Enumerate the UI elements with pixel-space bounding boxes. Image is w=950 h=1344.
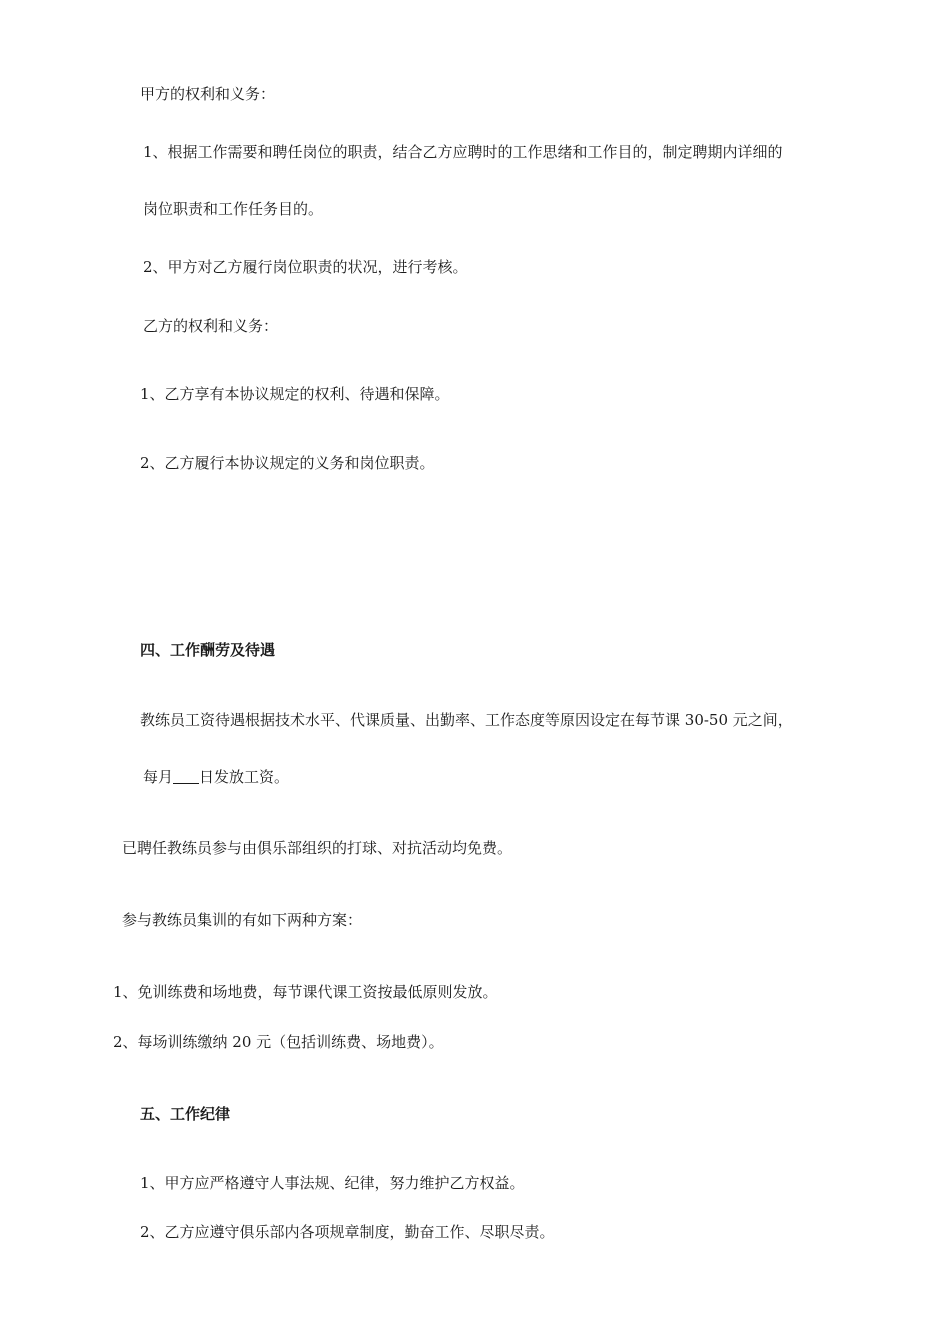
salary-line-2-suffix: 日发放工资。 bbox=[199, 768, 290, 786]
salary-line-1: 教练员工资待遇根据技术水平、代课质量、出勤率、工作态度等原因设定在每节课 30-50 元之间， bbox=[140, 711, 793, 729]
discipline-1: 1、甲方应严格遵守人事法规、纪律，努力维护乙方权益。 bbox=[140, 1174, 525, 1192]
party-b-heading: 乙方的权利和义务： bbox=[143, 317, 279, 335]
section-4-title: 四、工作酬劳及待遇 bbox=[140, 641, 276, 659]
discipline-2: 2、乙方应遵守俱乐部内各项规章制度，勤奋工作、尽职尽责。 bbox=[140, 1223, 555, 1241]
day-blank bbox=[173, 769, 199, 784]
party-a-item-1-line-1: 1、根据工作需要和聘任岗位的职责，结合乙方应聘时的工作思绪和工作目的，制定聘期内详细的 bbox=[143, 143, 783, 161]
party-a-heading: 甲方的权利和义务： bbox=[140, 85, 276, 103]
free-activity-text: 已聘任教练员参与由俱乐部组织的打球、对抗活动均免费。 bbox=[122, 839, 513, 857]
salary-line-2 bbox=[143, 767, 289, 787]
party-b-item-1: 1、乙方享有本协议规定的权利、待遇和保障。 bbox=[140, 385, 450, 403]
plan-1: 1、免训练费和场地费，每节课代课工资按最低原则发放。 bbox=[113, 983, 498, 1001]
plan-2: 2、每场训练缴纳 20 元（包括训练费、场地费）。 bbox=[113, 1033, 444, 1051]
party-b-item-2: 2、乙方履行本协议规定的义务和岗位职责。 bbox=[140, 454, 435, 472]
salary-line-2-prefix: 每月 bbox=[143, 768, 174, 786]
training-plans-intro: 参与教练员集训的有如下两种方案： bbox=[122, 911, 363, 929]
party-a-item-1-line-2: 岗位职责和工作任务目的。 bbox=[143, 200, 324, 218]
party-a-item-2: 2、甲方对乙方履行岗位职责的状况，进行考核。 bbox=[143, 258, 468, 276]
section-5-title: 五、工作纪律 bbox=[140, 1105, 231, 1123]
